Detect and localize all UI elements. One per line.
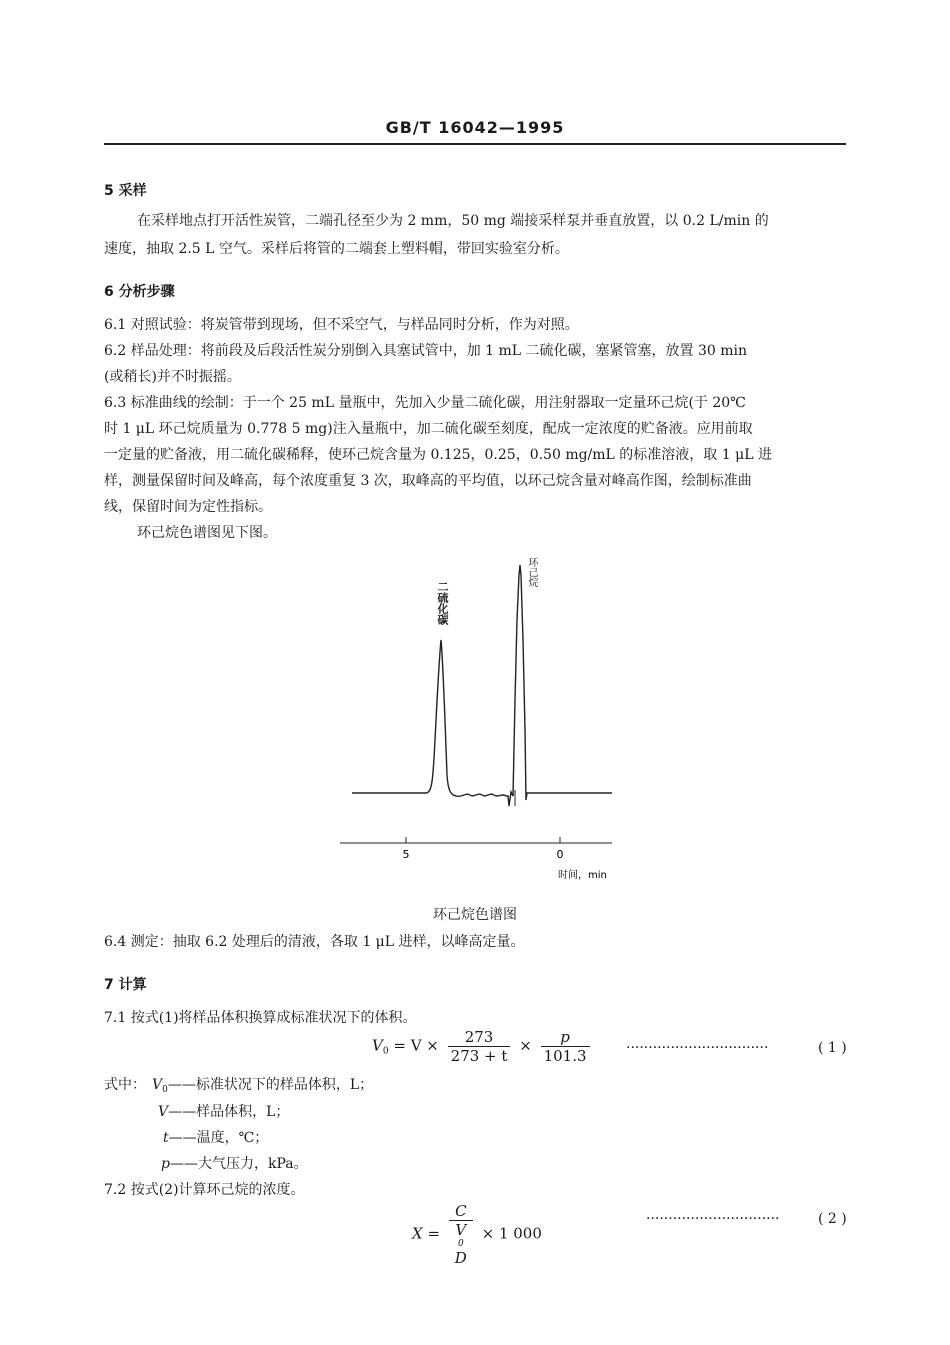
- where-v-desc: ——样品体积，L；: [168, 1104, 290, 1120]
- eq1-number: ( 1 ): [818, 1040, 847, 1056]
- where-v0-sub: 0: [162, 1085, 168, 1095]
- where-item-p: [161, 1151, 308, 1178]
- eq2-den-sub: 0: [457, 1239, 464, 1249]
- eq1-den2: 101.3: [543, 1047, 587, 1065]
- eq1-lhs-sub: 0: [382, 1046, 389, 1057]
- eq2-den-v: V: [455, 1221, 467, 1239]
- eq1-num2: p: [541, 1028, 590, 1047]
- clause-6-3-line5: 线，保留时间为定性指标。: [104, 499, 272, 515]
- clause-6-2-line2: (或稍长)并不时振摇。: [104, 369, 241, 385]
- where-v0-desc: ——标准状况下的样品体积，L；: [167, 1077, 374, 1093]
- eq1-frac2: [541, 1028, 590, 1065]
- tick-label-0: 0: [556, 848, 564, 861]
- section-5-para-line2: 速度，抽取 2.5 L 空气。采样后将管的二端套上塑料帽，带回实验室分析。: [104, 241, 569, 257]
- peak-label-carbon-disulfide: 二硫化碳: [436, 581, 449, 625]
- section-5-title: 5 采样: [104, 183, 147, 199]
- where-v-symbol: V: [158, 1104, 169, 1120]
- eq1-eq: = V ×: [393, 1036, 439, 1055]
- clause-6-2-line1: 6.2 样品处理：将前段及后段活性炭分别倒入具塞试管中，加 1 mL 二硫化碳，塞紧管塞，放置 30 min: [104, 343, 748, 359]
- eq1-leader: ································: [626, 1040, 769, 1056]
- eq2-den-d: D: [454, 1249, 467, 1267]
- eq2-num: C: [449, 1202, 473, 1221]
- where-item-v: [158, 1099, 289, 1126]
- clause-7-1: 7.1 按式(1)将样品体积换算成标准状况下的体积。: [104, 1010, 417, 1026]
- eq2-leader: ······························: [646, 1211, 780, 1227]
- eq1-den1: 273 + t: [450, 1047, 508, 1065]
- standard-number: GB/T 16042—1995: [385, 118, 565, 137]
- figure-caption: 环己烷色谱图: [433, 907, 517, 923]
- eq2-frac: [449, 1202, 473, 1267]
- eq2-lhs: X =: [412, 1224, 441, 1243]
- tick-label-5: 5: [402, 848, 410, 861]
- equation-1: [372, 1028, 594, 1065]
- where-v0-symbol: V: [152, 1077, 163, 1093]
- where-t-symbol: t: [163, 1130, 169, 1146]
- time-axis-label: 时间，min: [558, 870, 607, 881]
- eq2-den: [449, 1221, 473, 1267]
- eq1-num1: 273: [448, 1028, 511, 1047]
- clause-6-3-line1: 6.3 标准曲线的绘制：于一个 25 mL 量瓶中，先加入少量二硫化碳，用注射器取一定量环己烷(于 20℃: [104, 395, 746, 411]
- section-6-title: 6 分析步骤: [104, 284, 175, 300]
- clause-6-3-line6: 环己烷色谱图见下图。: [137, 525, 277, 541]
- eq1-frac1: [448, 1028, 511, 1065]
- where-p-symbol: p: [161, 1156, 170, 1172]
- clause-6-3-line4: 样，测量保留时间及峰高，每个浓度重复 3 次，取峰高的平均值，以环己烷含量对峰高作图，绘制标准曲: [104, 473, 752, 489]
- chromatogram-trace: [352, 565, 612, 806]
- eq1-times: ×: [519, 1036, 532, 1055]
- equation-2: [412, 1202, 542, 1267]
- eq1-lhs: V: [372, 1036, 383, 1055]
- clause-7-2: 7.2 按式(2)计算环己烷的浓度。: [104, 1182, 305, 1198]
- clause-6-1: 6.1 对照试验：将炭管带到现场，但不采空气，与样品同时分析，作为对照。: [104, 317, 579, 333]
- clause-6-4: 6.4 测定：抽取 6.2 处理后的清液，各取 1 μL 进样，以峰高定量。: [104, 934, 525, 950]
- clause-6-3-line3: 一定量的贮备液，用二硫化碳稀释，使环己烷含量为 0.125，0.25，0.50 mg/mL 的标准溶液，取 1 μL 进: [104, 447, 772, 463]
- where-item-t: [163, 1125, 268, 1152]
- where-label: 式中：: [104, 1077, 146, 1093]
- eq2-number: ( 2 ): [818, 1211, 847, 1227]
- peak-label-cyclohexane: 环己烷: [526, 557, 537, 587]
- eq2-tail: × 1 000: [481, 1224, 542, 1243]
- section-5-para-line1: 在采样地点打开活性炭管，二端孔径至少为 2 mm，50 mg 端接采样泵并垂直放置，以 0.2 L/min 的: [137, 213, 769, 229]
- where-t-desc: ——温度，℃；: [168, 1130, 269, 1146]
- clause-6-3-line2: 时 1 μL 环己烷质量为 0.778 5 mg)注入量瓶中，加二硫化碳至刻度，配成一定浓度的贮备液。应用前取: [104, 421, 753, 437]
- section-7-title: 7 计算: [104, 977, 147, 993]
- where-p-desc: ——大气压力，kPa。: [169, 1156, 308, 1172]
